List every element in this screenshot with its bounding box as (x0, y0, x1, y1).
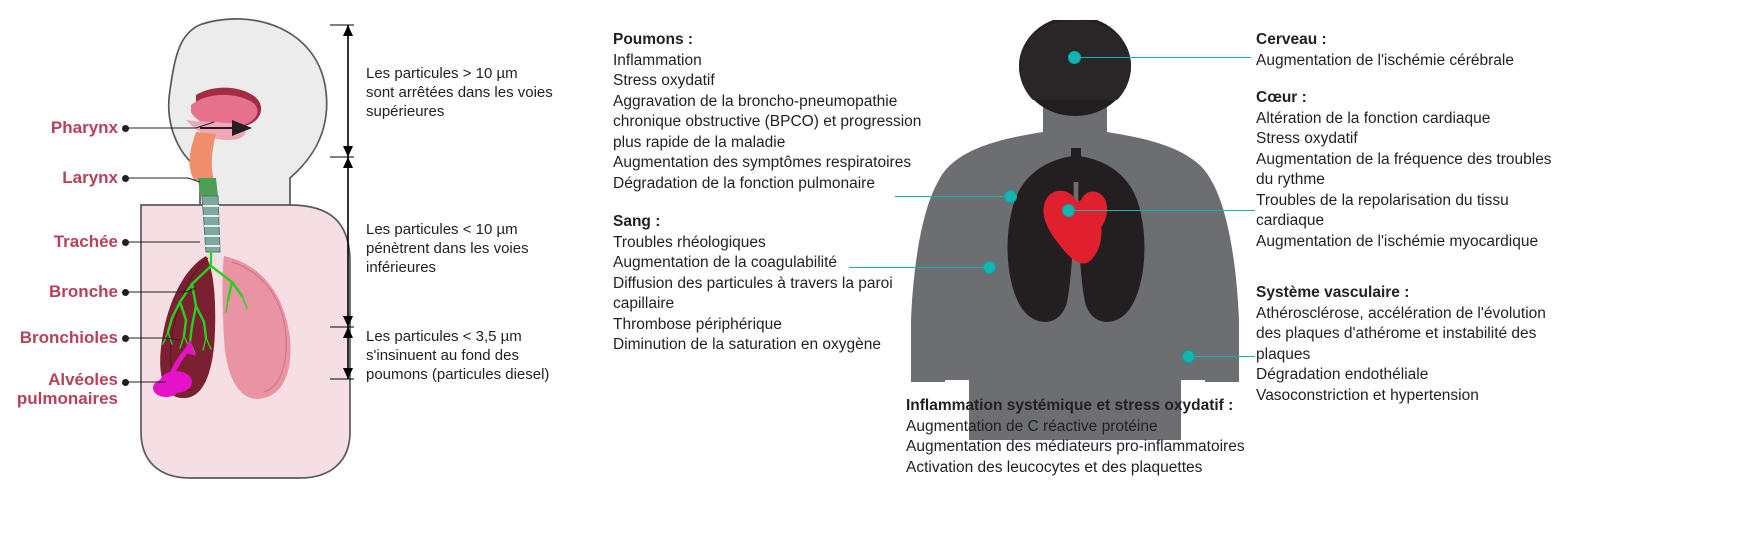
block-coeur (1256, 88, 1586, 252)
anat-label-alveoles-text: Alvéoles pulmonaires (16, 370, 118, 408)
block-poumons-item-4: plus rapide de la maladie (613, 133, 786, 151)
anat-label-bronchioles (4, 328, 118, 347)
anat-dot-trachee (122, 239, 129, 246)
particle-range-upper-line3: supérieures (366, 103, 445, 120)
anat-label-pharynx-text: Pharynx (50, 118, 118, 137)
anat-label-larynx-text: Larynx (62, 168, 118, 187)
body-dot-brain (1068, 51, 1081, 64)
block-inflammation-item-1: Augmentation des médiateurs pro-inflammatoires (906, 438, 1245, 455)
block-coeur-item-1: Stress oxydatif (1256, 130, 1358, 147)
anat-dot-pharynx (122, 125, 129, 132)
particle-range-lower-line3: inférieures (366, 259, 437, 276)
particle-range-lower-line2: pénètrent dans les voies (366, 240, 529, 257)
respiratory-system-diagram (0, 0, 620, 551)
block-sang-item-3: capillaire (613, 295, 675, 312)
block-cerveau-header: Cerveau : (1256, 31, 1327, 48)
particle-range-deep (366, 327, 566, 384)
block-coeur-item-6: Augmentation de l'ischémie myocardique (1256, 232, 1539, 250)
connector-lungs (895, 196, 1008, 197)
block-vasculaire-item-2: plaques (1256, 345, 1311, 363)
anat-label-pharynx (32, 118, 118, 137)
block-coeur-header: Cœur : (1256, 89, 1307, 106)
anat-label-bronche-text: Bronche (49, 282, 118, 301)
block-sang-item-2: Diffusion des particules à travers la paroi (613, 274, 893, 292)
block-inflammation (906, 396, 1306, 478)
systemic-effects-diagram (613, 0, 1752, 551)
anat-label-bronche (20, 282, 118, 301)
block-poumons-item-3: chronique obstructive (BPCO) et progression (613, 113, 922, 130)
block-poumons (613, 30, 943, 194)
block-poumons-header: Poumons : (613, 31, 694, 48)
block-coeur-item-3: du rythme (1256, 171, 1325, 188)
block-vasculaire-item-0: Athérosclérose, accélération de l'évolution (1256, 304, 1546, 322)
block-poumons-item-5: Augmentation des symptômes respiratoires (613, 154, 912, 171)
anat-label-larynx (32, 168, 118, 187)
particle-range-upper (366, 64, 556, 121)
block-sang-header: Sang : (613, 213, 661, 230)
block-inflammation-header: Inflammation systémique et stress oxydatif : (906, 397, 1234, 414)
block-vasculaire-item-4: Vasoconstriction et hypertension (1256, 386, 1479, 404)
block-cerveau-item-0: Augmentation de l'ischémie cérébrale (1256, 51, 1514, 69)
block-poumons-item-1: Stress oxydatif (613, 72, 715, 89)
body-dot-heart (1062, 204, 1075, 217)
block-poumons-item-0: Inflammation (613, 51, 702, 69)
block-vasculaire-header: Système vasculaire : (1256, 284, 1410, 301)
block-sang (613, 212, 943, 356)
block-vasculaire-item-1: des plaques d'athérome et instabilité des (1256, 325, 1537, 342)
human-body-illustration (895, 20, 1255, 440)
block-vasculaire-item-3: Dégradation endothéliale (1256, 366, 1429, 383)
particle-range-lower (366, 220, 556, 277)
block-vasculaire (1256, 283, 1586, 406)
block-inflammation-item-2: Activation des leucocytes et des plaquettes (906, 458, 1203, 476)
block-poumons-item-2: Aggravation de la broncho-pneumopathie (613, 92, 898, 110)
body-dot-vascular (1182, 350, 1195, 363)
anat-label-trachee-text: Trachée (53, 232, 118, 251)
anat-dot-bronche (122, 289, 129, 296)
particle-range-deep-line1: Les particules < 3,5 µm (366, 328, 522, 345)
particle-range-upper-line2: sont arrêtées dans les voies (366, 84, 553, 101)
block-cerveau (1256, 30, 1576, 71)
anat-label-alveoles (8, 370, 118, 408)
anat-label-bronchioles-text: Bronchioles (19, 328, 118, 347)
anat-dot-larynx (122, 175, 129, 182)
block-inflammation-item-0: Augmentation de C réactive protéine (906, 417, 1158, 435)
block-coeur-item-5: cardiaque (1256, 212, 1325, 229)
connector-brain (1081, 57, 1251, 58)
block-coeur-item-2: Augmentation de la fréquence des troubles (1256, 150, 1552, 168)
particle-range-deep-line2: s'insinuent au fond des (366, 347, 519, 364)
block-coeur-item-4: Troubles de la repolarisation du tissu (1256, 191, 1509, 209)
connector-heart (1075, 210, 1255, 211)
particle-range-lower-line1: Les particules < 10 µm (366, 221, 518, 238)
block-coeur-item-0: Altération de la fonction cardiaque (1256, 109, 1491, 127)
connector-vascular (1195, 356, 1255, 357)
anat-dot-bronchioles (122, 335, 129, 342)
block-sang-item-4: Thrombose périphérique (613, 315, 782, 333)
block-poumons-item-6: Dégradation de la fonction pulmonaire (613, 174, 875, 192)
anat-dot-alveoles (122, 379, 129, 386)
block-sang-item-0: Troubles rhéologiques (613, 233, 766, 251)
particle-range-upper-line1: Les particules > 10 µm (366, 65, 518, 82)
block-sang-item-5: Diminution de la saturation en oxygène (613, 336, 881, 353)
anat-label-trachee (20, 232, 118, 251)
block-sang-item-1: Augmentation de la coagulabilité (613, 254, 838, 271)
particle-range-deep-line3: poumons (particules diesel) (366, 366, 550, 383)
